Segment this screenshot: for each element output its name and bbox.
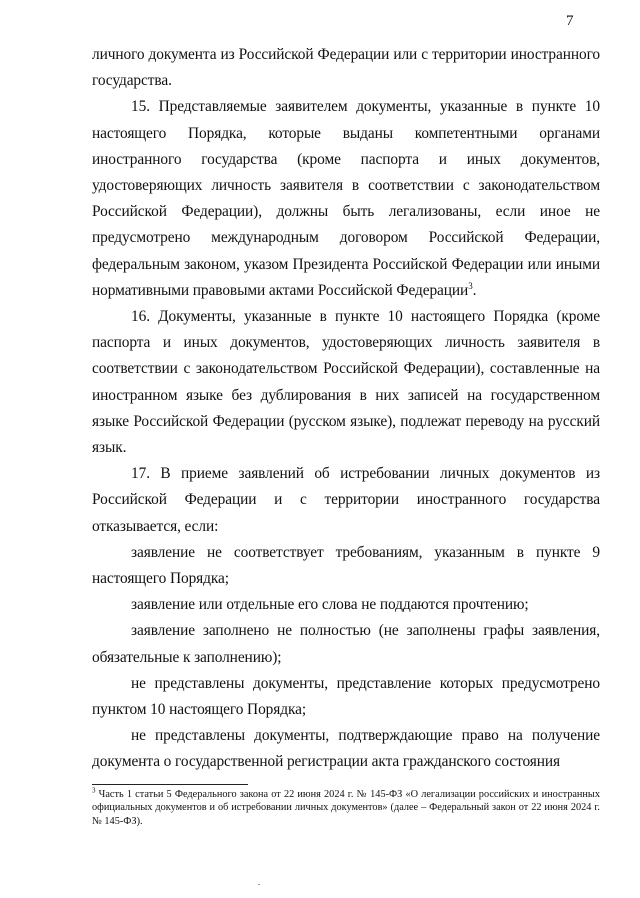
footnote-number: 3 [92,786,96,795]
footnote-reference: 3 [468,280,473,291]
list-item-missing-proof [92,723,600,775]
paragraph-17 [92,461,600,540]
list-item-text: заявление или отдельные его слова не поддаются прочтению; [131,596,529,614]
paragraph-tail: . [472,281,477,299]
footnote-text: Часть 1 статьи 5 Федерального закона от 22 июня 2024 г. № 145-ФЗ «О легализации российских и иностранных официальных документов и об истребовании личных документов» (далее – Федеральный закон от 22 июня 2024 г. № 145-ФЗ). [92,789,600,827]
list-item-requirements [92,540,600,592]
list-item-incomplete [92,618,600,670]
body-text [92,42,600,776]
paragraph-continuation [92,42,600,94]
paragraph-text: личного документа из Российской Федерации или с территории иностранного государства. [92,46,600,90]
scan-artifact [258,884,260,885]
list-item-unreadable [92,592,600,618]
list-item-missing-documents [92,671,600,723]
paragraph-text: 17. В приеме заявлений об истребовании личных документов из Российской Федерации и с территории иностранного государства отказывается, если: [92,465,600,535]
footnote-separator [92,784,248,785]
list-item-text: не представлены документы, подтверждающие право на получение документа о государственной регистрации акта гражданского состояния [92,727,600,771]
footnote [92,788,600,828]
paragraph-15 [92,94,600,304]
paragraph-16 [92,304,600,461]
list-item-text: заявление заполнено не полностью (не заполнены графы заявления, обязательные к заполнению); [92,622,600,666]
list-item-text: заявление не соответствует требованиям, указанным в пункте 9 настоящего Порядка; [92,543,600,588]
paragraph-text: 16. Документы, указанные в пункте 10 настоящего Порядка (кроме паспорта и иных документов, удостоверяющих личность заявителя в соответствии с законодательством Российской Федерации), составленные на иностранном языке без дублирования в них записей на государственном языке Российской Федерации (русском языке), подлежат переводу на русский язык. [92,308,600,457]
list-item-text: не представлены документы, представление которых предусмотрено пунктом 10 настоящего Порядка; [92,674,600,719]
page-number: 7 [566,13,574,29]
paragraph-text: 15. Представляемые заявителем документы, указанные в пункте 10 настоящего Порядка, которые выданы компетентными органами иностранного государства (кроме паспорта и иных документов, удостоверяющих личность заявителя в соответствии с законодательством Российской Федерации), должны быть легализованы, если иное не предусмотрено международным договором Российской Федерации, федеральным законом, указом Президента Российской Федерации или иными нормативными правовыми актами Российской Федерации [92,98,600,299]
